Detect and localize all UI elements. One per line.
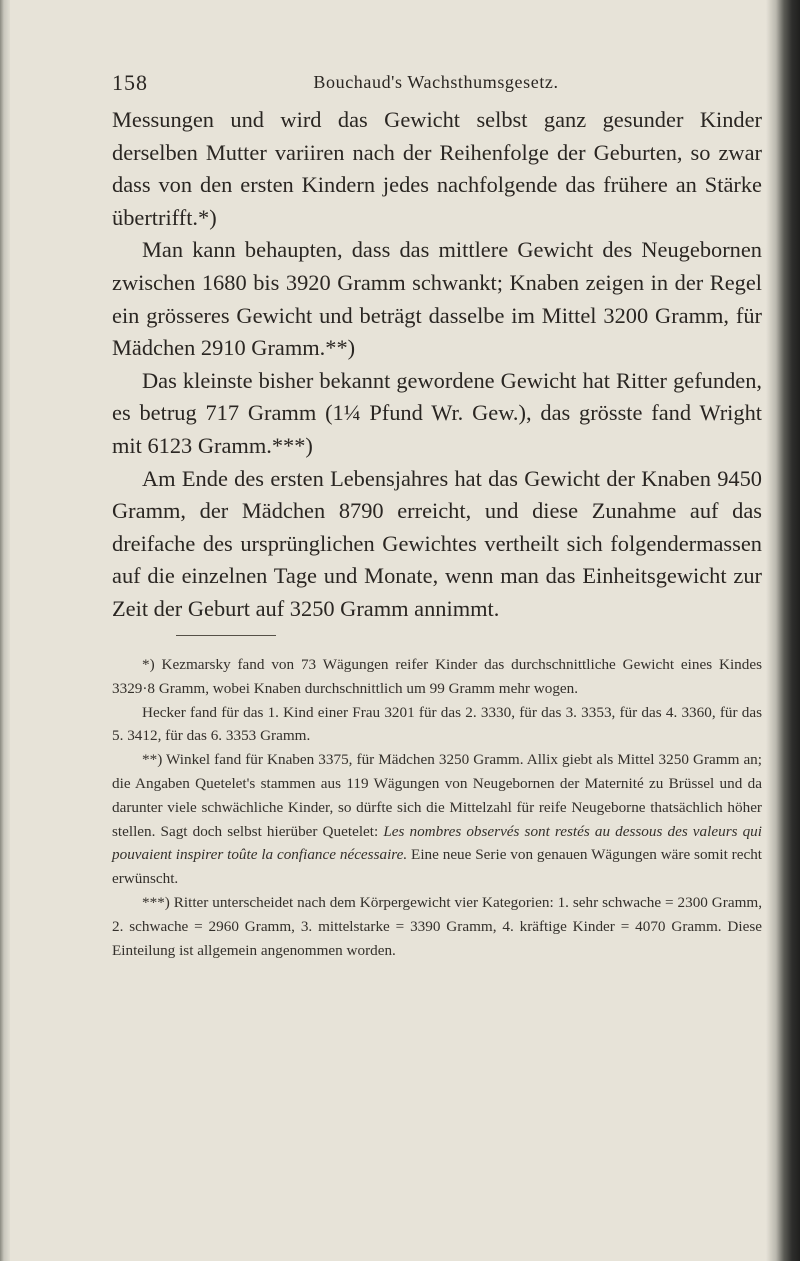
page-header [112, 70, 760, 100]
body-paragraph-3: Das kleinste bisher bekannt gewordene Gewicht hat Ritter gefunden, es betrug 717 Gramm (1¼ Pfund Wr. Gew.), das grösste fand Wright mit 6123 Gramm.***) [112, 367, 762, 458]
body-paragraph-4: Am Ende des ersten Lebensjahres hat das Gewicht der Knaben 9450 Gramm, der Mädchen 8790 erreicht, und diese Zunahme auf das dreifache des ursprünglichen Gewichtes vertheilt sich folgendermassen auf die einzelnen Tage und Monate, wenn man das Einheitsgewicht zur Zeit der Geburt auf 3250 Gramm annimmt. [112, 465, 762, 621]
page-number: 158 [112, 70, 148, 95]
footnote-rule [176, 635, 276, 636]
footnote-2 [112, 748, 762, 891]
footnote-2-quote: Les nombres observés sont restés au dessous des valeurs qui pouvaient inspirer toûte la confiance nécessaire. [112, 822, 762, 864]
body-text [112, 104, 762, 626]
body-paragraph-1: Messungen und wird das Gewicht selbst ganz gesunder Kinder derselben Mutter variiren nach der Reihenfolge der Geburten, so zwar dass von den ersten Kindern jedes nachfolgende das frühere an Stärke übertrifft.*) [112, 107, 762, 230]
footnote-2-start: **) Winkel fand für Knaben 3375, für Mädchen 3250 Gramm. Allix giebt als Mittel 3250 Gramm an; die Angaben Quetelet's stammen aus 119 Wägungen von Neugebornen der Maternité zu Brüssel und da darunter viele schwächliche Kinder, so dürfte sich die Mittelzahl für reife Neugeborne thatsächlich höher stellen. Sagt doch selbst hierüber Quetelet: [112, 751, 762, 840]
footnotes [112, 653, 762, 962]
footnote-3: ***) Ritter unterscheidet nach dem Körpergewicht vier Kategorien: 1. sehr schwache = 2300 Gramm, 2. schwache = 2960 Gramm, 3. mittelstarke = 3390 Gramm, 4. kräftige Kinder = 4070 Gramm. Diese Einteilung ist allgemein angenommen worden. [112, 893, 762, 959]
scan-right-edge [766, 0, 800, 1261]
footnote-2-end: Eine neue Serie von genauen Wägungen wäre somit recht erwünscht. [112, 846, 763, 888]
footnote-1-b: Hecker fand für das 1. Kind einer Frau 3201 für das 2. 3330, für das 3. 3353, für das 4. 3360, für das 5. 3412, für das 6. 3353 Gramm. [112, 703, 762, 745]
footnote-1-a: *) Kezmarsky fand von 73 Wägungen reifer Kinder das durchschnittliche Gewicht eines Kindes 3329·8 Gramm, wobei Knaben durchschnittlich um 99 Gramm mehr wogen. [112, 656, 762, 697]
scan-left-edge [0, 0, 10, 1261]
running-title: Bouchaud's Wachsthumsgesetz. [313, 72, 559, 92]
body-paragraph-2: Man kann behaupten, dass das mittlere Gewicht des Neugebornen zwischen 1680 bis 3920 Gramm schwankt; Knaben zeigen in der Regel ein grösseres Gewicht und beträgt dasselbe im Mittel 3200 Gramm, für Mädchen 2910 Gramm.**) [112, 237, 762, 361]
